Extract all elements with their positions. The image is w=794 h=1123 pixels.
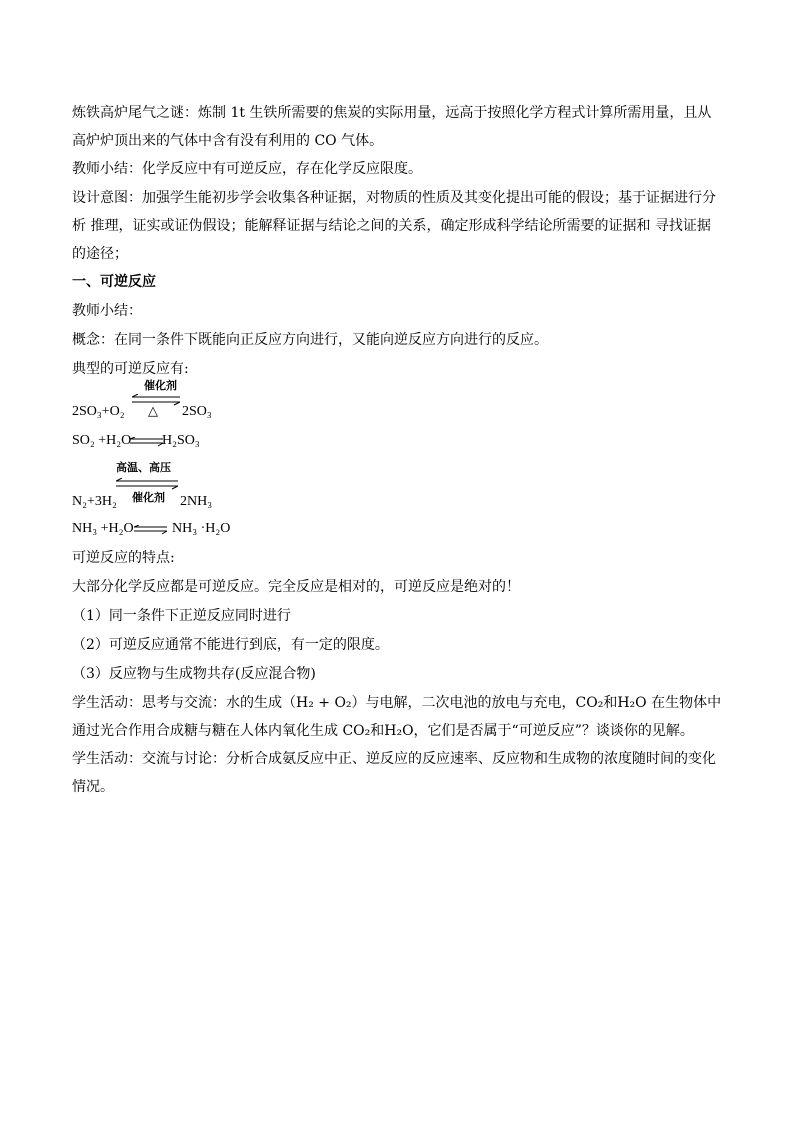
equation-right: H₂SO₃ [162, 433, 200, 448]
paragraph-teacher-summary-2: 教师小结： [72, 303, 142, 319]
paragraph-concept: 概念：在同一条件下既能向正反应方向进行，又能向逆反应方向进行的反应。 [72, 332, 548, 348]
equation-condition-bottom: 催化剂 [132, 491, 165, 504]
equation-ammonia-synthesis [72, 456, 724, 514]
equation-so2-water [72, 426, 724, 456]
equation-condition-top: 高温、高压 [116, 461, 171, 474]
equation-left: SO₂ +H₂O [72, 433, 132, 448]
reversible-arrow-icon [116, 478, 180, 490]
equation-ammonia-water [72, 514, 724, 544]
equation-right: 2NH₃ [180, 494, 213, 509]
equation-left: NH₃ +H₂O [72, 521, 134, 536]
equation-condition-top: 催化剂 [144, 379, 177, 392]
paragraph-typical-reactions: 典型的可逆反应有: [72, 361, 189, 377]
document-body [72, 99, 724, 801]
reversible-arrow-icon [130, 437, 164, 447]
equation-right: NH₃ ·H₂O [172, 521, 231, 536]
paragraph-blast-furnace: 炼铁高炉尾气之谜：炼制 1t 生铁所需要的焦炭的实际用量，远高于按照化学方程式计算所需用量，且从高炉炉顶出来的气体中含有没有利用的 CO 气体。 [72, 105, 712, 149]
paragraph-teacher-summary-1: 教师小结：化学反应中有可逆反应，存在化学反应限度。 [72, 161, 422, 177]
equation-right: 2SO₃ [182, 404, 212, 419]
list-item-simultaneous: （1）同一条件下正逆反应同时进行 [72, 608, 291, 624]
equation-left: 2SO₃+O₂ [72, 404, 125, 419]
paragraph-student-activity-think: 学生活动：思考与交流：水的生成（H₂ + O₂）与电解，二次电池的放电与充电，CO₂和H₂O 在生物体中通过光合作用合成糖与糖在人体内氧化生成 CO₂和H₂O，它们是否属于“可逆反应”？谈谈你的见解。 [72, 695, 722, 739]
section-heading-reversible-reaction: 一、可逆反应 [72, 274, 156, 290]
equation-left: N₂+3H₂ [72, 494, 117, 509]
paragraph-characteristics: 可逆反应的特点: [72, 550, 175, 566]
equation-condition-bottom: △ [148, 404, 158, 419]
equation-so2-oxidation [72, 379, 724, 426]
paragraph-student-activity-discuss: 学生活动：交流与讨论：分析合成氨反应中正、逆反应的反应速率、反应物和生成物的浓度随时间的变化情况。 [72, 751, 716, 795]
reversible-arrow-icon [134, 525, 168, 535]
paragraph-design-intent: 设计意图：加强学生能初步学会收集各种证据，对物质的性质及其变化提出可能的假设；基于证据进行分析 推理，证实或证伪假设；能解释证据与结论之间的关系，确定形成科学结论所需要的证据和 寻找证据的途径； [72, 190, 716, 262]
paragraph-relative-absolute: 大部分化学反应都是可逆反应。完全反应是相对的，可逆反应是绝对的！ [72, 579, 520, 595]
list-item-coexist: （3）反应物与生成物共存(反应混合物) [72, 666, 316, 682]
list-item-limit: （2）可逆反应通常不能进行到底，有一定的限度。 [72, 637, 389, 653]
